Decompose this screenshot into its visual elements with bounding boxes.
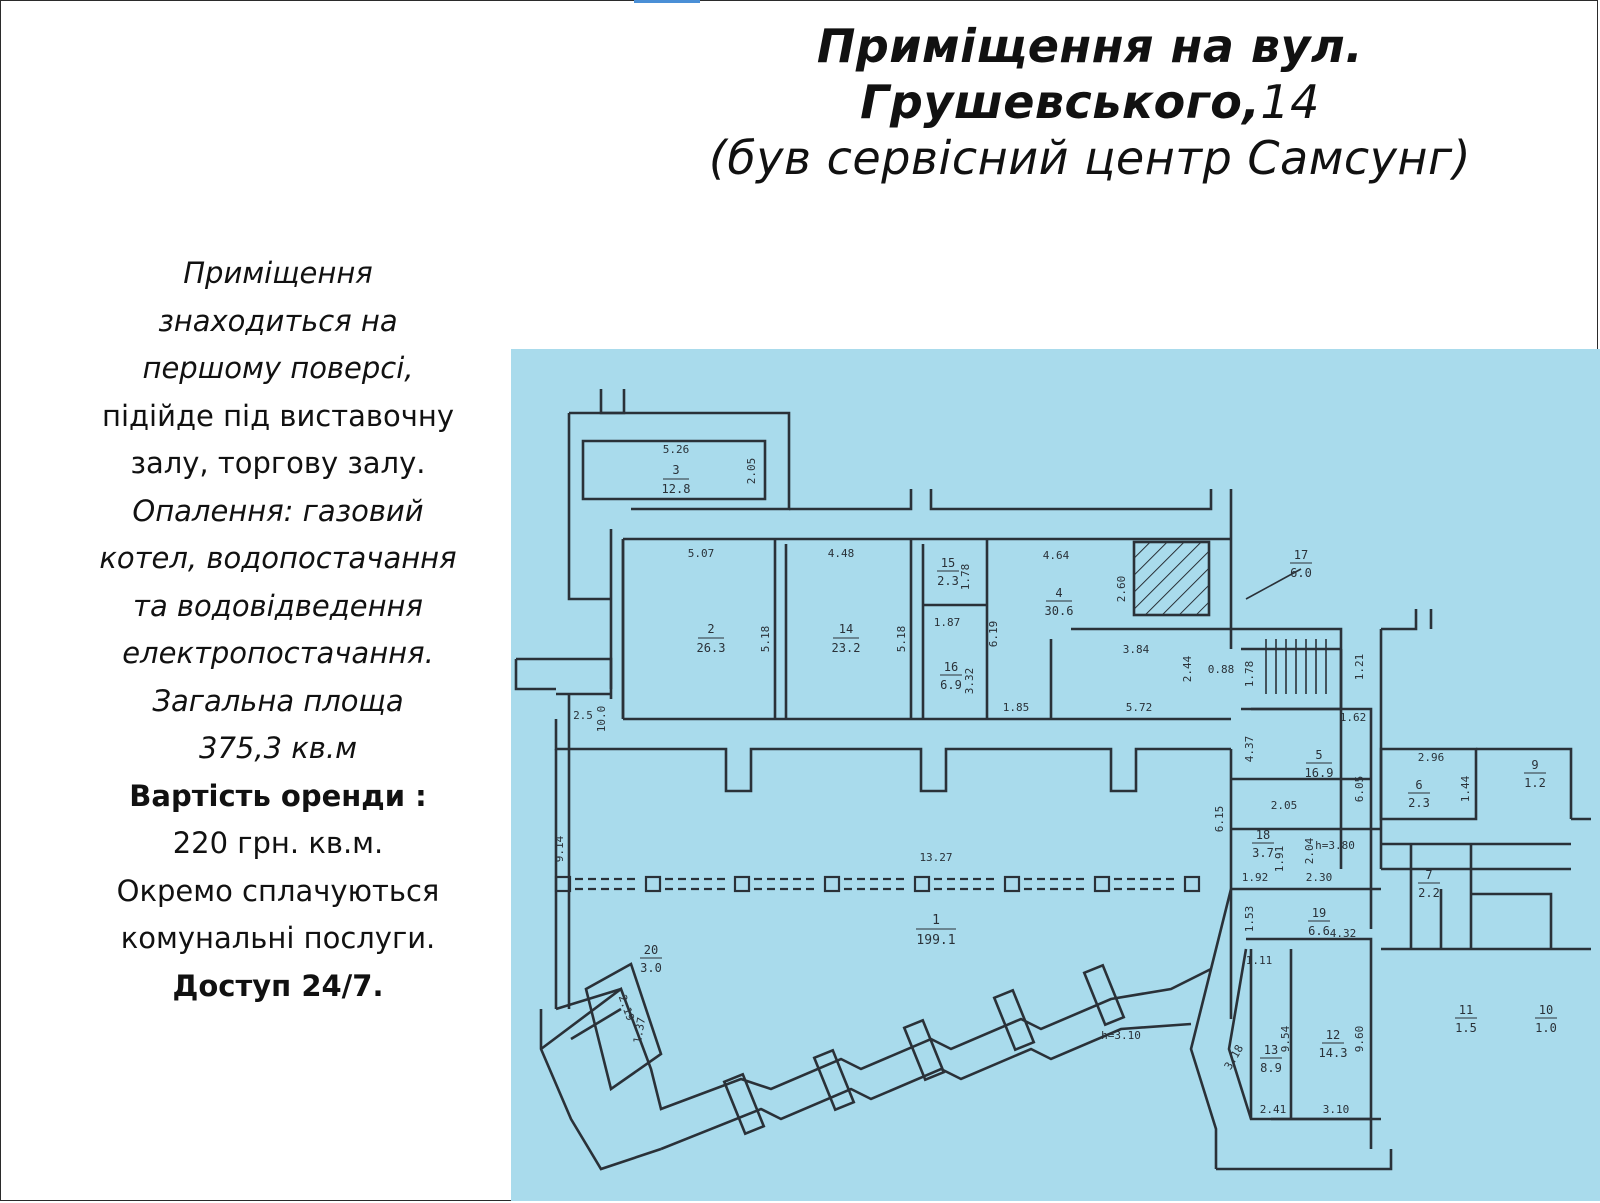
svg-text:3.7: 3.7 [1252,846,1274,860]
dim-label: 3.18 [1221,1042,1247,1072]
svg-text:10: 10 [1538,1003,1554,1017]
desc-line: та водовідведення [133,588,423,623]
dim-label: 1.78 [1243,660,1256,688]
title-line-3: (був сервісний центр Самсунг) [708,131,1472,185]
desc-line: знаходиться на [158,303,398,338]
room-5-label [1305,748,1334,780]
dim-label: 3.84 [1122,643,1150,656]
svg-text:1.5: 1.5 [1455,1021,1477,1035]
svg-text:2.2: 2.2 [1418,886,1440,900]
dim-label: 3.32 [963,667,976,695]
svg-text:19: 19 [1311,906,1327,920]
dim-label: 2.19 [615,993,637,1023]
room-3-label [662,463,691,496]
svg-text:30.6: 30.6 [1044,604,1074,618]
room-9-label [1524,758,1546,790]
access-note: Доступ 24/7. [172,968,384,1003]
dim-label: 9.14 [553,835,566,863]
svg-text:8.9: 8.9 [1260,1061,1282,1075]
desc-line: Приміщення [183,256,373,290]
room-10-label [1535,1003,1557,1035]
desc-line: підійде під виставочну [101,398,454,433]
dim-label: 4.37 [1243,735,1256,763]
svg-text:3: 3 [672,463,680,477]
floor-plan-drawing [511,349,1600,1201]
dim-label: 4.48 [827,547,855,560]
svg-text:12: 12 [1325,1028,1341,1042]
svg-text:16: 16 [943,660,959,674]
dim-label: 5.18 [759,625,772,653]
svg-text:1.2: 1.2 [1524,776,1546,790]
desc-line: залу, торгову залу. [130,446,426,480]
utilities-note: Окремо сплачуються [116,873,440,908]
plan-walls [516,389,1591,1169]
svg-text:18: 18 [1255,828,1271,842]
dim-label: 4.64 [1042,549,1070,562]
dim-label: 1.37 [630,1016,649,1045]
svg-text:26.3: 26.3 [696,641,726,655]
dim-label: 2.04 [1303,837,1316,865]
heating-line: Опалення: газовий [132,493,424,528]
room-17-label [1290,548,1312,580]
room-16-label [940,660,962,692]
svg-text:3.0: 3.0 [640,961,662,975]
dim-label: 0.88 [1207,663,1235,676]
desc-line: електропостачання. [122,636,434,670]
svg-text:6.6: 6.6 [1308,924,1330,938]
dim-label: 1.53 [1243,905,1256,933]
title-line-1: Приміщення на вул. [816,19,1364,73]
dim-label: 6.05 [1353,775,1366,803]
svg-text:2.3: 2.3 [937,574,959,588]
dim-label: 2.60 [1115,575,1128,603]
room-19-label [1308,906,1330,938]
dim-label: 1.92 [1241,871,1269,884]
svg-text:7: 7 [1425,868,1433,882]
total-area-label: Загальна площа [152,683,404,718]
rent-cost-label: Вартість оренди : [129,778,427,813]
room-15-label [937,556,959,588]
svg-text:23.2: 23.2 [831,641,861,655]
dim-label: 5.18 [895,625,908,653]
svg-text:13: 13 [1263,1043,1279,1057]
dim-label: 9.60 [1353,1025,1366,1053]
svg-text:6.9: 6.9 [940,678,962,692]
svg-text:20: 20 [643,943,659,957]
dim-label: 2.05 [1270,799,1298,812]
dim-label: 1.91 [1273,845,1286,873]
room-12-label [1319,1028,1348,1060]
top-accent-line [634,0,700,3]
room-6-label [1408,778,1430,810]
svg-text:1.0: 1.0 [1535,1021,1557,1035]
dim-label: 4.32 [1329,927,1357,940]
svg-text:2: 2 [707,622,715,636]
desc-line: котел, водопостачання [99,541,457,575]
svg-text:1: 1 [932,913,940,928]
dim-label: 2.05 [745,457,758,485]
dim-label: 2.44 [1181,655,1194,683]
svg-text:6: 6 [1415,778,1423,792]
svg-text:2.3: 2.3 [1408,796,1430,810]
dim-label: 1.87 [933,616,961,629]
room-11-label [1455,1003,1477,1035]
dim-label: 2.41 [1259,1103,1287,1116]
svg-text:4: 4 [1055,586,1063,600]
svg-text:14: 14 [838,622,854,636]
room-1-label [916,913,956,948]
dim-label: 5.72 [1125,701,1153,714]
dim-label: 1.62 [1339,711,1367,724]
dim-label: 1.11 [1245,954,1273,967]
room-20-label [640,943,662,975]
room-labels [640,463,1557,1075]
dim-label: 10.0 [595,705,608,733]
dim-label: 9.54 [1279,1025,1292,1053]
ceiling-height-label: h=3.80 [1315,839,1355,852]
svg-text:14.3: 14.3 [1318,1046,1348,1060]
floor-plan [511,349,1600,1201]
svg-text:11: 11 [1458,1003,1474,1017]
room-2-label [697,622,726,655]
dim-label: 2.30 [1305,871,1333,884]
svg-text:199.1: 199.1 [916,933,956,948]
dim-label: 2.96 [1417,751,1445,764]
dim-label: 1.44 [1459,775,1472,803]
room-4-label [1045,586,1074,618]
title-building-number: 14 [1260,75,1320,129]
room-7-label [1418,868,1440,900]
dim-label: 2.5 [573,709,593,722]
page-title [640,18,1540,186]
rent-cost-value: 220 грн. кв.м. [172,826,384,860]
svg-text:15: 15 [940,556,956,570]
svg-text:6.0: 6.0 [1290,566,1312,580]
dim-label: 1.78 [959,563,972,591]
property-description [58,250,498,1010]
column-row [556,877,1199,891]
dim-label: 6.19 [987,620,1000,648]
utilities-note: комунальні послуги. [120,921,436,955]
dim-label: 5.26 [662,443,690,456]
dim-label: 3.10 [1322,1103,1350,1116]
dim-label: 1.85 [1002,701,1030,714]
svg-text:16.9: 16.9 [1304,766,1334,780]
room-14-label [832,622,861,655]
total-area-value: 375,3 кв.м [199,731,357,765]
title-street: Грушевського, [860,75,1261,129]
title-line-2 [640,74,1540,130]
svg-text:9: 9 [1531,758,1539,772]
staircase [1246,569,1326,694]
svg-text:12.8: 12.8 [661,482,691,496]
ceiling-height-label: h=3.10 [1101,1029,1141,1042]
dim-label: 5.07 [687,547,715,560]
dim-label: 1.21 [1353,653,1366,681]
svg-text:5: 5 [1315,748,1323,762]
desc-line: першому поверсі, [142,351,414,385]
dim-label: 6.15 [1213,805,1226,833]
dim-label: 13.27 [919,851,953,864]
room-18-label [1252,828,1274,860]
svg-text:17: 17 [1293,548,1309,562]
